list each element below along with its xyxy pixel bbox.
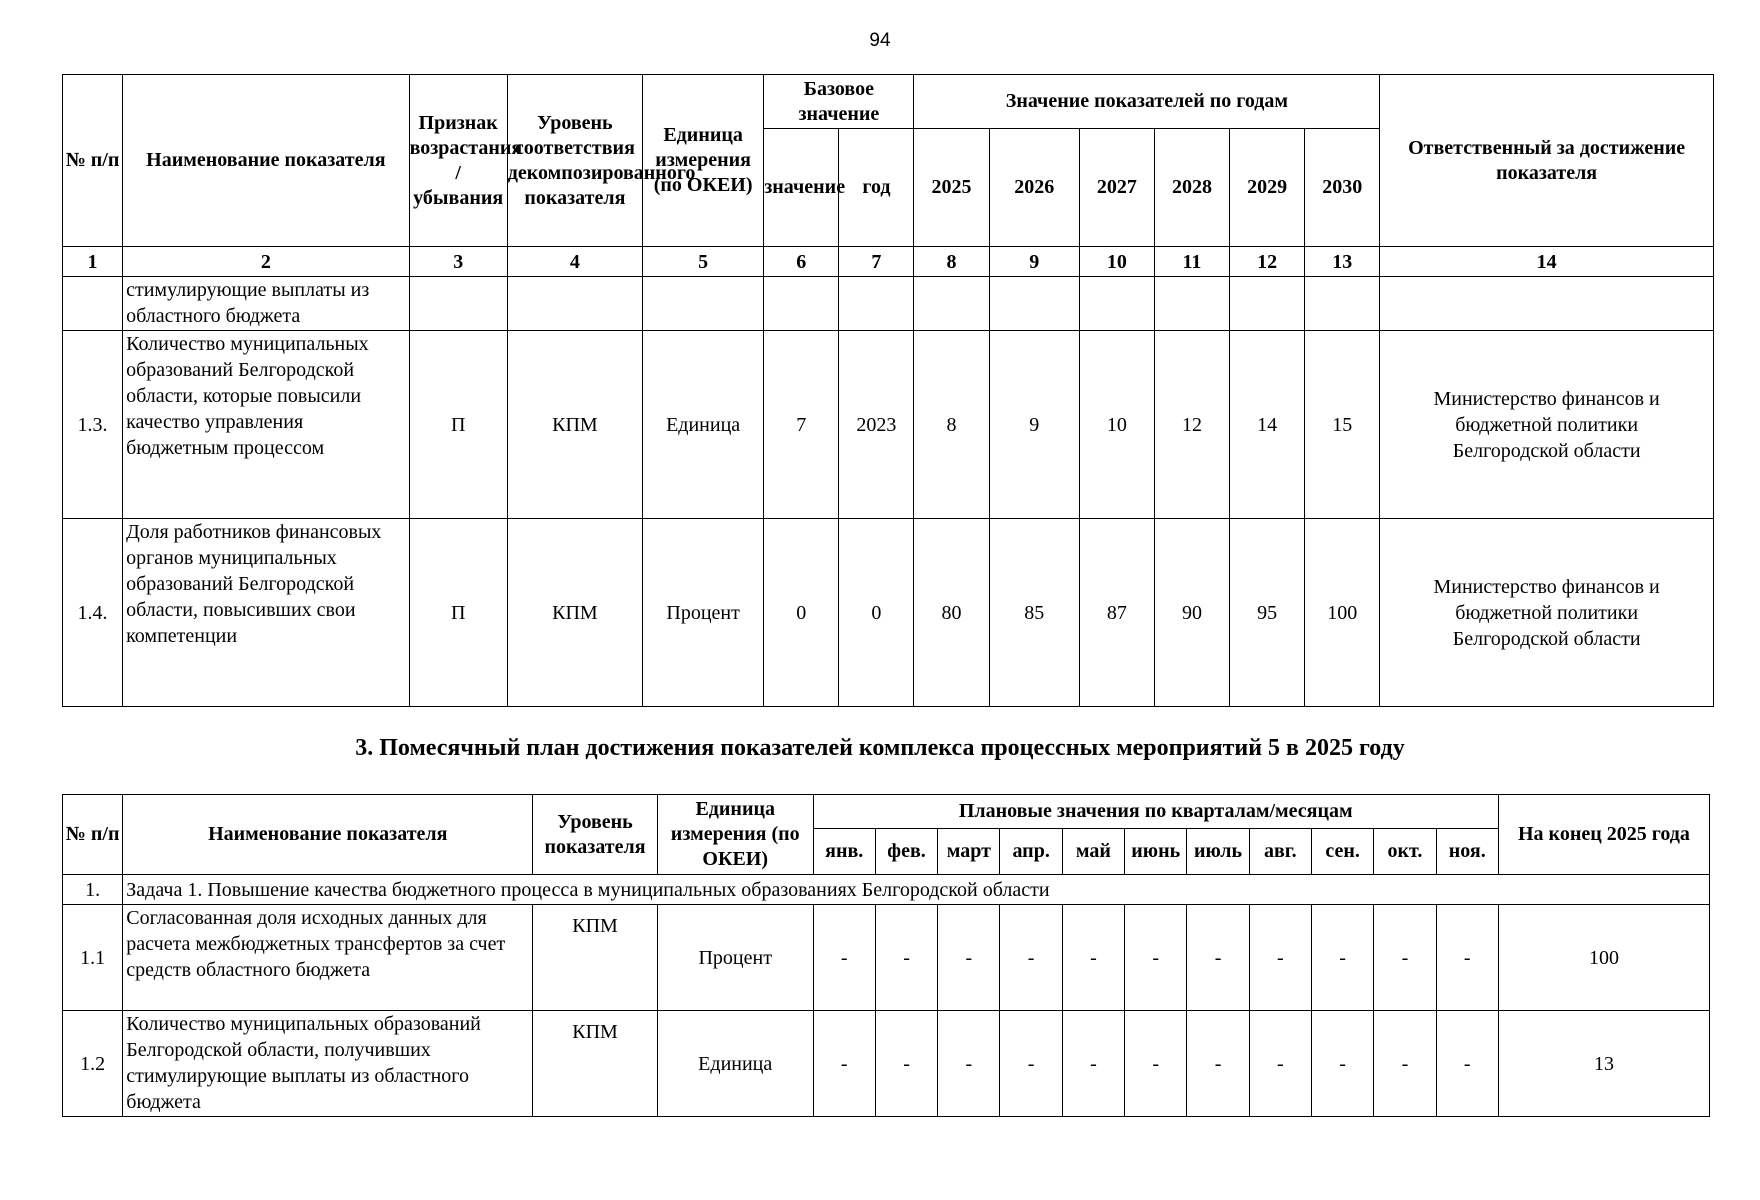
column-number: 2 xyxy=(123,247,410,277)
row-number: 1.4. xyxy=(63,519,123,707)
base-year-cell xyxy=(839,277,914,331)
header-level: Уровень соответствия декомпозированного показателя xyxy=(507,75,642,247)
column-number: 3 xyxy=(409,247,507,277)
header-year: 2030 xyxy=(1305,129,1380,247)
table-row xyxy=(63,331,1714,519)
month-value-cell: - xyxy=(1000,1011,1062,1117)
year-value-cell: 12 xyxy=(1154,331,1229,519)
section-title: 3. Помесячный план достижения показателей комплекса процессных мероприятий 5 в 2025 году xyxy=(355,735,1405,761)
header-unit: Единица измерения (по ОКЕИ) xyxy=(657,795,813,875)
month-value-cell: - xyxy=(875,905,937,1011)
header-name: Наименование показателя xyxy=(123,75,410,247)
column-number: 6 xyxy=(764,247,839,277)
table-row xyxy=(63,277,1714,331)
year-value-cell: 8 xyxy=(914,331,989,519)
header-level: Уровень показателя xyxy=(533,795,658,875)
end-value-cell: 100 xyxy=(1498,905,1709,1011)
month-value-cell: - xyxy=(938,1011,1000,1117)
end-value-cell: 13 xyxy=(1498,1011,1709,1117)
month-value-cell: - xyxy=(1374,905,1436,1011)
year-value-cell xyxy=(1079,277,1154,331)
month-value-cell: - xyxy=(1311,1011,1373,1117)
header-month: окт. xyxy=(1374,829,1436,875)
header-end: На конец 2025 года xyxy=(1498,795,1709,875)
header-no: № п/п xyxy=(63,795,123,875)
month-value-cell: - xyxy=(1436,1011,1498,1117)
year-value-cell: 10 xyxy=(1079,331,1154,519)
month-value-cell: - xyxy=(1125,1011,1187,1117)
header-year: 2025 xyxy=(914,129,989,247)
level-cell: КПМ xyxy=(507,331,642,519)
monthly-plan-table xyxy=(62,794,1710,1117)
header-month: апр. xyxy=(1000,829,1062,875)
month-value-cell: - xyxy=(875,1011,937,1117)
header-month: март xyxy=(938,829,1000,875)
level-cell: КПМ xyxy=(533,1011,658,1117)
column-number: 13 xyxy=(1305,247,1380,277)
task-number: 1. xyxy=(63,875,123,905)
base-value-cell: 7 xyxy=(764,331,839,519)
header-responsible: Ответственный за достижение показателя xyxy=(1380,75,1714,247)
month-value-cell: - xyxy=(1374,1011,1436,1117)
row-number: 1.3. xyxy=(63,331,123,519)
column-number: 1 xyxy=(63,247,123,277)
month-value-cell: - xyxy=(938,905,1000,1011)
base-year-cell: 0 xyxy=(839,519,914,707)
header-plan: Плановые значения по кварталам/месяцам xyxy=(813,795,1498,829)
year-value-cell xyxy=(989,277,1079,331)
header-by-years: Значение показателей по годам xyxy=(914,75,1380,129)
year-value-cell xyxy=(914,277,989,331)
task-text: Задача 1. Повышение качества бюджетного процесса в муниципальных образованиях Белгородской области xyxy=(123,875,1710,905)
column-number: 7 xyxy=(839,247,914,277)
year-value-cell: 87 xyxy=(1079,519,1154,707)
table-row xyxy=(63,519,1714,707)
month-value-cell: - xyxy=(813,905,875,1011)
month-value-cell: - xyxy=(1249,1011,1311,1117)
table-row xyxy=(63,905,1710,1011)
indicators-table xyxy=(62,74,1714,707)
header-month: июль xyxy=(1187,829,1249,875)
indicator-name: Доля работников финансовых органов муниципальных образований Белгородской области, повысивших свои компетенции xyxy=(123,519,410,707)
month-value-cell: - xyxy=(1436,905,1498,1011)
year-value-cell: 9 xyxy=(989,331,1079,519)
sign-cell: П xyxy=(409,519,507,707)
indicator-name: Количество муниципальных образований Белгородской области, которые повысили качество управления бюджетным процессом xyxy=(123,331,410,519)
unit-cell xyxy=(643,277,764,331)
unit-cell: Процент xyxy=(643,519,764,707)
row-number: 1.1 xyxy=(63,905,123,1011)
header-year: 2026 xyxy=(989,129,1079,247)
column-number: 5 xyxy=(643,247,764,277)
header-month: ноя. xyxy=(1436,829,1498,875)
column-number: 9 xyxy=(989,247,1079,277)
month-value-cell: - xyxy=(1187,1011,1249,1117)
row-number: 1.2 xyxy=(63,1011,123,1117)
header-sign: Признак возрастания / убывания xyxy=(409,75,507,247)
month-value-cell: - xyxy=(1062,905,1124,1011)
month-value-cell: - xyxy=(813,1011,875,1117)
base-value-cell xyxy=(764,277,839,331)
column-number: 12 xyxy=(1230,247,1305,277)
indicator-name: Количество муниципальных образований Белгородской области, получивших стимулирующие выплаты из областного бюджета xyxy=(123,1011,533,1117)
header-year: 2027 xyxy=(1079,129,1154,247)
header-year: 2029 xyxy=(1230,129,1305,247)
year-value-cell: 95 xyxy=(1230,519,1305,707)
header-year: 2028 xyxy=(1154,129,1229,247)
task-row xyxy=(63,875,1710,905)
column-number: 8 xyxy=(914,247,989,277)
responsible-cell: Министерство финансов и бюджетной политики Белгородской области xyxy=(1380,519,1714,707)
month-value-cell: - xyxy=(1187,905,1249,1011)
unit-cell: Единица xyxy=(643,331,764,519)
year-value-cell xyxy=(1230,277,1305,331)
indicator-name: стимулирующие выплаты из областного бюджета xyxy=(123,277,410,331)
year-value-cell: 85 xyxy=(989,519,1079,707)
header-base: Базовое значение xyxy=(764,75,914,129)
month-value-cell: - xyxy=(1062,1011,1124,1117)
column-number: 14 xyxy=(1380,247,1714,277)
month-value-cell: - xyxy=(1000,905,1062,1011)
month-value-cell: - xyxy=(1249,905,1311,1011)
header-month: июнь xyxy=(1125,829,1187,875)
responsible-cell: Министерство финансов и бюджетной политики Белгородской области xyxy=(1380,331,1714,519)
year-value-cell xyxy=(1154,277,1229,331)
year-value-cell: 90 xyxy=(1154,519,1229,707)
table-row xyxy=(63,1011,1710,1117)
month-value-cell: - xyxy=(1125,905,1187,1011)
page-number: 94 xyxy=(869,30,891,51)
header-no: № п/п xyxy=(63,75,123,247)
header-month: сен. xyxy=(1311,829,1373,875)
header-month: фев. xyxy=(875,829,937,875)
level-cell xyxy=(507,277,642,331)
header-month: авг. xyxy=(1249,829,1311,875)
year-value-cell: 100 xyxy=(1305,519,1380,707)
row-number xyxy=(63,277,123,331)
sign-cell: П xyxy=(409,331,507,519)
base-year-cell: 2023 xyxy=(839,331,914,519)
level-cell: КПМ xyxy=(533,905,658,1011)
header-unit: Единица измерения (по ОКЕИ) xyxy=(643,75,764,247)
column-number: 11 xyxy=(1154,247,1229,277)
year-value-cell xyxy=(1305,277,1380,331)
column-number: 4 xyxy=(507,247,642,277)
unit-cell: Единица xyxy=(657,1011,813,1117)
year-value-cell: 14 xyxy=(1230,331,1305,519)
header-name: Наименование показателя xyxy=(123,795,533,875)
base-value-cell: 0 xyxy=(764,519,839,707)
responsible-cell xyxy=(1380,277,1714,331)
header-month: май xyxy=(1062,829,1124,875)
sign-cell xyxy=(409,277,507,331)
year-value-cell: 15 xyxy=(1305,331,1380,519)
year-value-cell: 80 xyxy=(914,519,989,707)
level-cell: КПМ xyxy=(507,519,642,707)
header-base-value: значение xyxy=(764,129,839,247)
indicator-name: Согласованная доля исходных данных для расчета межбюджетных трансфертов за счет средств областного бюджета xyxy=(123,905,533,1011)
header-month: янв. xyxy=(813,829,875,875)
month-value-cell: - xyxy=(1311,905,1373,1011)
unit-cell: Процент xyxy=(657,905,813,1011)
column-number: 10 xyxy=(1079,247,1154,277)
header-base-year: год xyxy=(839,129,914,247)
